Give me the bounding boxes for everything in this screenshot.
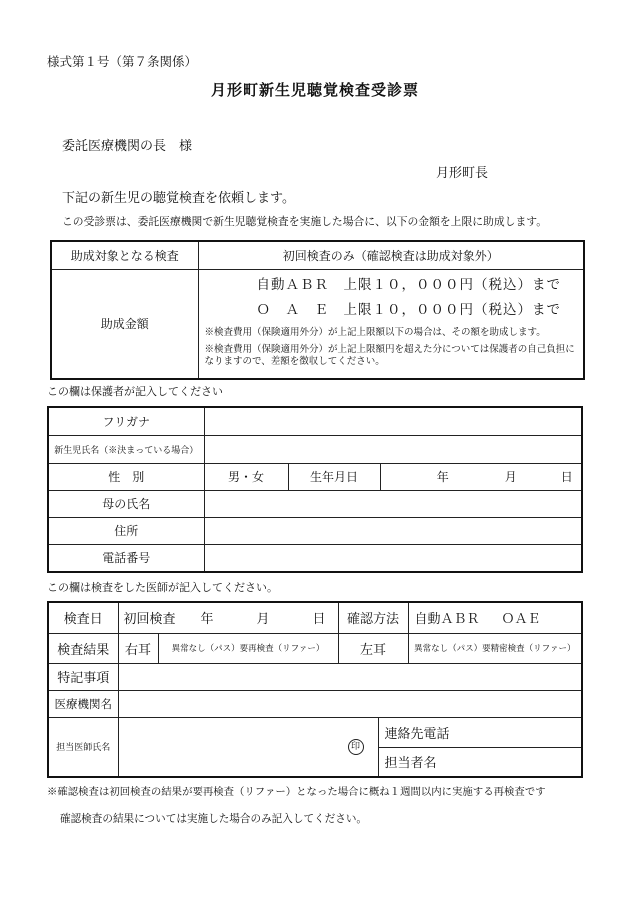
first-exam-label: 初回検査 <box>123 612 176 628</box>
issuer: 月形町長 <box>436 166 489 181</box>
subsidy-table <box>50 240 585 380</box>
birthdate-label: 生年月日 <box>288 463 380 490</box>
sex-field[interactable]: 男・女 <box>204 463 288 490</box>
guardian-table <box>47 406 583 573</box>
confirm-method-label: 確認方法 <box>338 602 408 633</box>
amount-cell <box>198 269 584 379</box>
exam-date-label: 検査日 <box>48 602 118 633</box>
amount-oae: Ｏ Ａ Ｅ 上限１０，０００円（税込）まで <box>256 301 561 318</box>
institution-label: 医療機関名 <box>48 690 118 717</box>
subsidy-note: この受診票は、委託医療機関で新生児聴覚検査を実施した場合に、以下の金額を上限に助成します。 <box>62 215 547 228</box>
doctor-name-field[interactable] <box>118 717 378 777</box>
note-1: ※検査費用（保険適用外分）が上記上限額以下の場合は、その額を助成します。 <box>204 326 546 338</box>
addressee: 委託医療機関の長 様 <box>62 139 193 154</box>
method-abr[interactable]: 自動ＡＢＲ <box>414 612 480 628</box>
method-oae[interactable]: ＯＡＥ <box>501 612 541 628</box>
amount-label: 助成金額 <box>51 269 198 379</box>
month-label: 月 <box>256 612 270 628</box>
contact-phone-label: 連絡先電話 <box>378 717 582 747</box>
phone-label: 電話番号 <box>48 544 204 572</box>
furigana-field[interactable] <box>204 407 582 435</box>
exam-result-label: 検査結果 <box>48 633 118 663</box>
note-2: ※検査費用（保険適用外分）が上記上限額円を超えた分については保護者の自己負担になりますので、差額を徴収してください。 <box>204 343 575 367</box>
right-ear-label: 右耳 <box>118 633 158 663</box>
baby-name-field[interactable] <box>204 435 582 463</box>
footnote-2: 確認検査の結果については実施した場合のみ記入してください。 <box>60 813 368 825</box>
address-label: 住所 <box>48 517 204 544</box>
year-label: 年 <box>436 470 449 484</box>
left-ear-options[interactable]: 異常なし（パス）要精密検査（リファー） <box>408 633 582 663</box>
furigana-label: フリガナ <box>48 407 204 435</box>
institution-field[interactable] <box>118 690 582 717</box>
doctor-table <box>47 601 583 778</box>
mother-name-label: 母の氏名 <box>48 490 204 517</box>
exam-date-field[interactable] <box>118 602 338 633</box>
target-value: 初回検査のみ（確認検査は助成対象外） <box>198 241 584 269</box>
doctor-name-label: 担当医師氏名 <box>48 717 118 777</box>
phone-field[interactable] <box>204 544 582 572</box>
baby-name-label: 新生児氏名（※決まっている場合） <box>48 435 204 463</box>
form-number: 様式第１号（第７条関係） <box>47 54 198 69</box>
left-ear-label: 左耳 <box>338 633 408 663</box>
doctor-caption: この欄は検査をした医師が記入してください。 <box>47 581 278 594</box>
month-label: 月 <box>504 470 517 484</box>
sex-label: 性 別 <box>48 463 204 490</box>
footnote-1: ※確認検査は初回検査の結果が要再検査（リファー）となった場合に概ね１週間以内に実施する再検査です <box>47 786 546 798</box>
special-notes-label: 特記事項 <box>48 663 118 690</box>
special-notes-field[interactable] <box>118 663 582 690</box>
year-label: 年 <box>200 612 214 628</box>
seal-mark: 印 <box>348 739 364 755</box>
confirm-method-field[interactable] <box>408 602 582 633</box>
person-in-charge-label: 担当者名 <box>378 747 582 777</box>
mother-name-field[interactable] <box>204 490 582 517</box>
guardian-caption: この欄は保護者が記入してください <box>47 385 223 398</box>
request-text: 下記の新生児の聴覚検査を依頼します。 <box>62 191 295 206</box>
page-title: 月形町新生児聴覚検査受診票 <box>210 81 419 99</box>
amount-abr: 自動ＡＢＲ 上限１０，０００円（税込）まで <box>256 276 561 293</box>
address-field[interactable] <box>204 517 582 544</box>
day-label: 日 <box>312 612 326 628</box>
day-label: 日 <box>560 470 573 484</box>
target-label: 助成対象となる検査 <box>51 241 198 269</box>
birthdate-field[interactable] <box>380 463 582 490</box>
right-ear-options[interactable]: 異常なし（パス）要再検査（リファー） <box>158 633 338 663</box>
